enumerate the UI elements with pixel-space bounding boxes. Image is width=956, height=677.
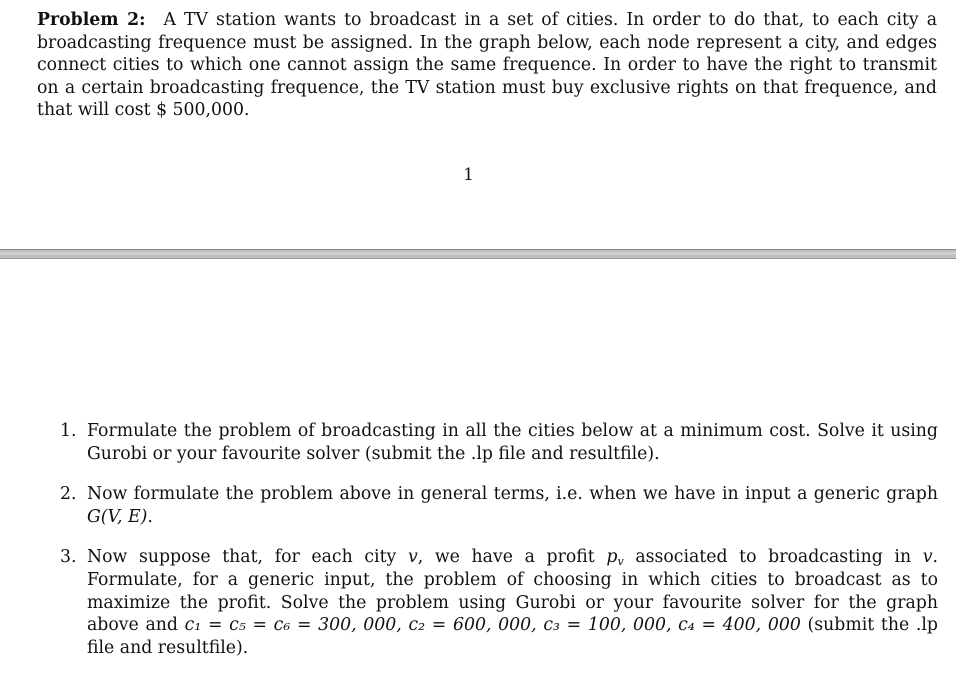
city-variable: v bbox=[922, 547, 933, 568]
question-number: 3. bbox=[60, 547, 77, 568]
question-text-end: . bbox=[147, 506, 153, 527]
profit-symbol-base: p bbox=[606, 547, 618, 568]
cost-equation-2: c₂ = 600, 000, c₃ = 100, 000, c₄ = 400, 000 bbox=[408, 615, 801, 636]
question-text: Formulate the problem of broadcasting in all the cities below at a minimum cost. Solve it using Gurobi or your favourite solver (submit the .lp file and resultfile). bbox=[87, 421, 938, 464]
profit-symbol bbox=[606, 547, 623, 567]
profit-symbol-sub: v bbox=[617, 555, 624, 569]
page-number: 1 bbox=[463, 165, 474, 185]
question-text: . Formulate, for a generic input, the problem of choosing in which cities to broadcast as to maximize the profit. Solve the problem using Gurobi or your favourite solver for the graph above and bbox=[87, 547, 939, 636]
problem-heading: Problem 2: bbox=[37, 10, 146, 30]
question-item-2 bbox=[60, 483, 938, 528]
question-item-1 bbox=[60, 420, 938, 465]
page-separator bbox=[0, 249, 956, 259]
question-text: Now suppose that, for each city bbox=[87, 547, 397, 568]
page-top bbox=[0, 0, 956, 250]
problem-body: A TV station wants to broadcast in a set of cities. In order to do that, to each city a broadcasting frequence must be assigned. In the graph below, each node represent a city, and edges connect cities to which one cannot assign the same frequence. In order to have the right to transmit on a certain broadcasting frequence, the TV station must buy exclusive rights on that frequence, and that will cost $ 500,000. bbox=[37, 10, 937, 121]
question-text: Now formulate the problem above in general terms, i.e. when we have in input a generic graph bbox=[87, 484, 938, 505]
question-text: , we have a profit bbox=[417, 547, 595, 568]
question-text: (submit the .lp file and resultfile). bbox=[87, 615, 938, 658]
graph-notation: G(V, E) bbox=[87, 506, 148, 527]
question-number: 1. bbox=[60, 421, 77, 441]
question-number: 2. bbox=[60, 484, 77, 505]
question-text: associated to broadcasting in bbox=[635, 547, 912, 568]
cost-equation-1: c₁ = c₅ = c₆ = 300, 000, bbox=[184, 615, 402, 636]
question-item-3 bbox=[60, 546, 938, 659]
city-variable: v bbox=[407, 547, 418, 568]
question-list bbox=[60, 420, 938, 677]
page-separator-inner bbox=[0, 252, 956, 255]
problem-statement bbox=[37, 9, 937, 122]
